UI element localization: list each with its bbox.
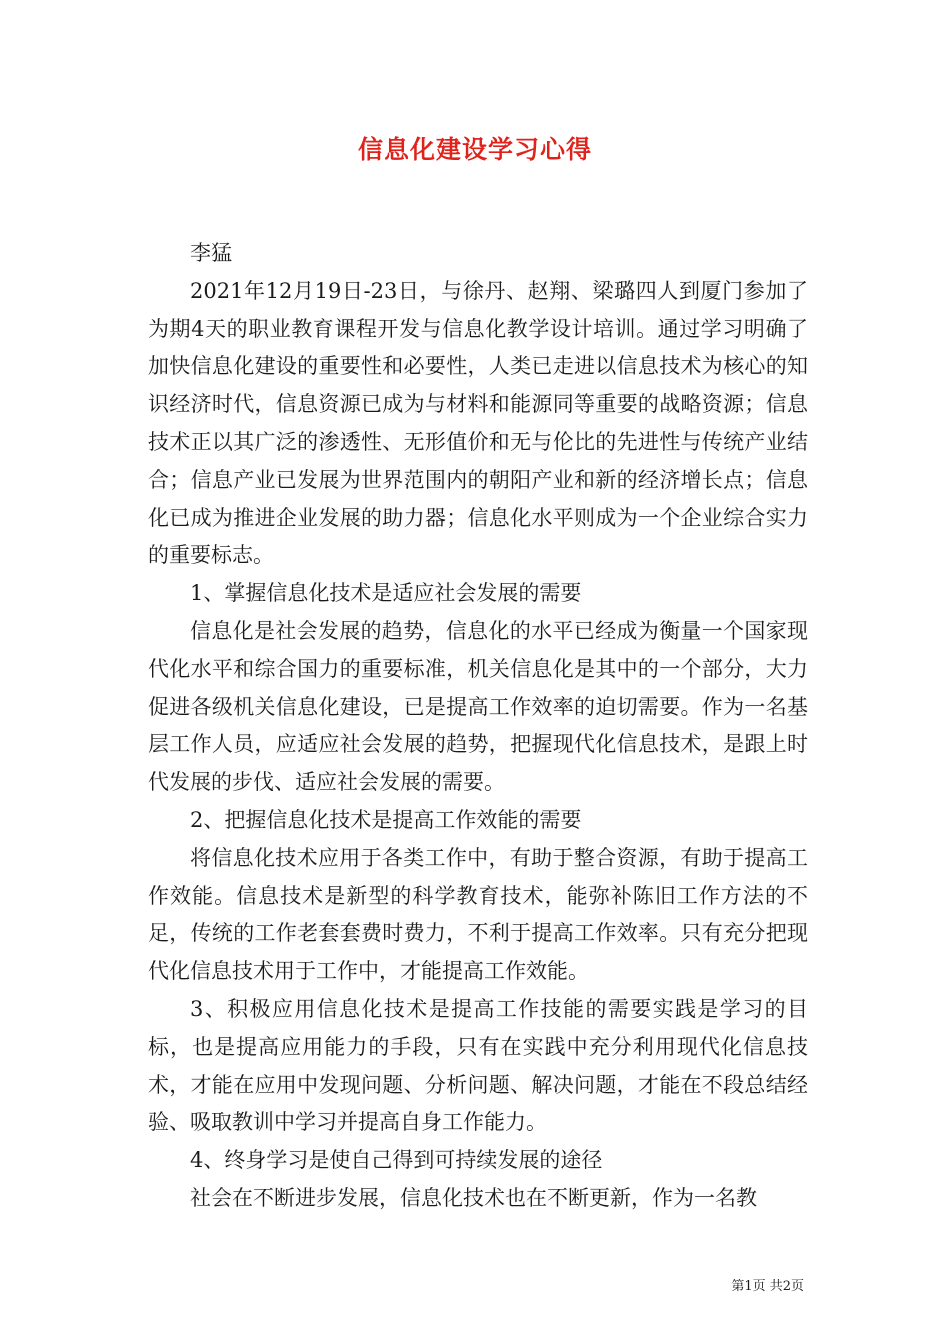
document-body: [148, 235, 808, 1218]
paragraph-section-2: 将信息化技术应用于各类工作中，有助于整合资源，有助于提高工作效能。信息技术是新型的科学教育技术，能弥补陈旧工作方法的不足，传统的工作老套套费时费力，不利于提高工作效率。只有充分把现代化信息技术用于工作中，才能提高工作效能。: [148, 845, 808, 984]
paragraph-section-4: 社会在不断进步发展，信息化技术也在不断更新，作为一名教: [190, 1185, 757, 1210]
section-heading-4: 4、终身学习是使自己得到可持续发展的途径: [190, 1148, 603, 1173]
paragraph-section-3: 3、积极应用信息化技术是提高工作技能的需要实践是学习的目标，也是提高应用能力的手段，只有在实践中充分利用现代化信息技术，才能在应用中发现问题、分析问题、解决问题，才能在不段总结经验、吸取教训中学习并提高自身工作能力。: [148, 996, 808, 1135]
paragraph-intro: 2021年12月19日-23日，与徐丹、赵翔、梁璐四人到厦门参加了为期4天的职业教育课程开发与信息化教学设计培训。通过学习明确了加快信息化建设的重要性和必要性，人类已走进以信息技术为核心的知识经济时代，信息资源已成为与材料和能源同等重要的战略资源；信息技术正以其广泛的渗透性、无形值价和无与伦比的先进性与传统产业结合；信息产业已发展为世界范围内的朝阳产业和新的经济增长点；信息化已成为推进企业发展的助力器；信息化水平则成为一个企业综合实力的重要标志。: [148, 278, 808, 568]
paragraph-section-1: 信息化是社会发展的趋势，信息化的水平已经成为衡量一个国家现代化水平和综合国力的重要标准，机关信息化是其中的一个部分，大力促进各级机关信息化建设，已是提高工作效率的迫切需要。作为一名基层工作人员，应适应社会发展的趋势，把握现代化信息技术，是跟上时代发展的步伐、适应社会发展的需要。: [148, 618, 808, 795]
section-heading-1: 1、掌握信息化技术是适应社会发展的需要: [190, 581, 582, 606]
section-heading-2: 2、把握信息化技术是提高工作效能的需要: [190, 807, 582, 832]
page-number: 第1页 共2页: [731, 1279, 804, 1294]
document-title: 信息化建设学习心得: [357, 135, 592, 164]
author-line: 李猛: [190, 241, 232, 265]
